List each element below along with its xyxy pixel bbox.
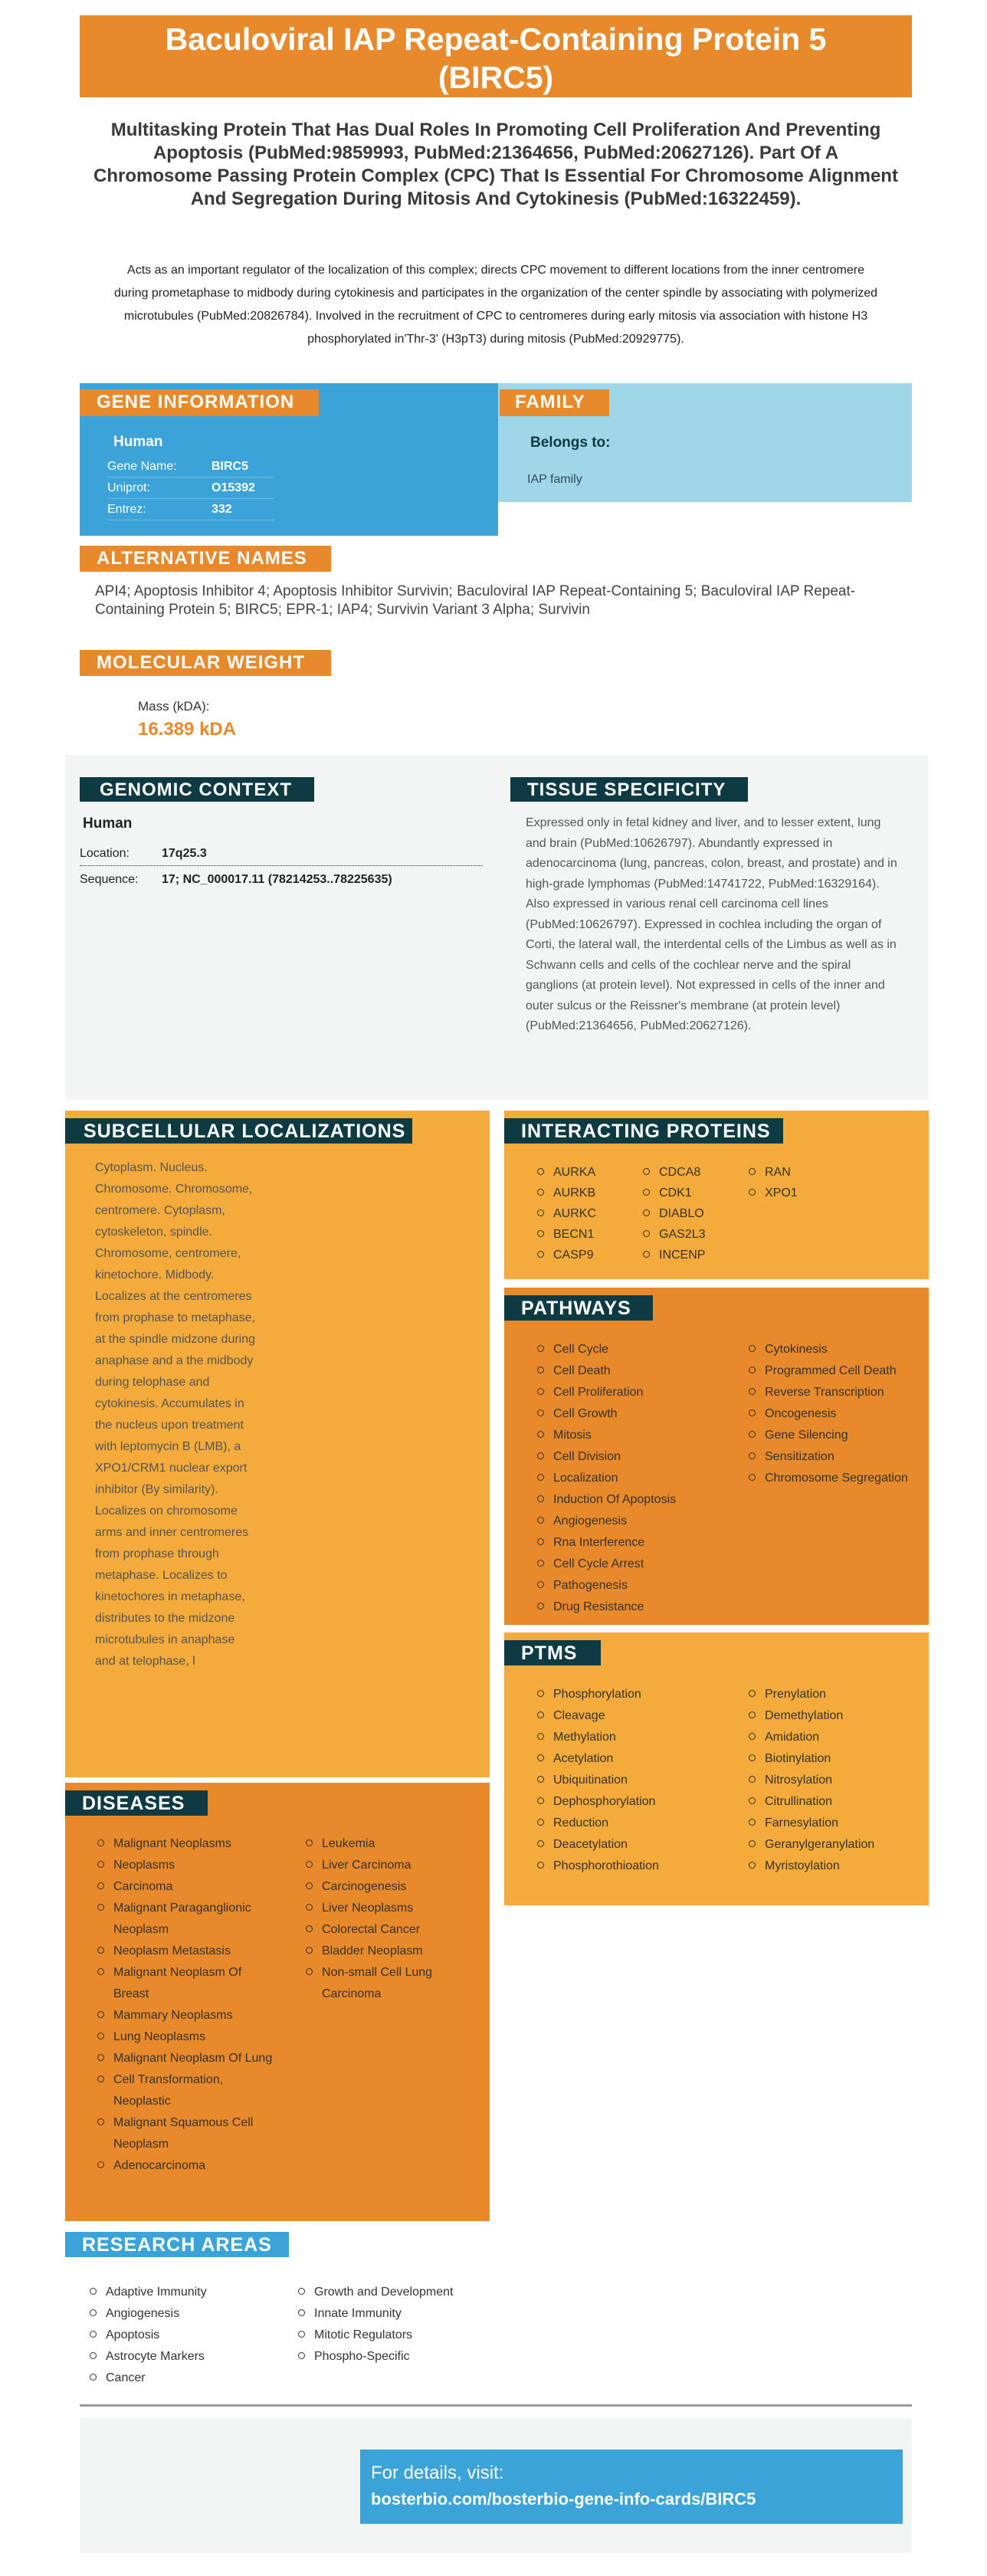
disease-item: Non-small Cell Lung Carcinoma	[303, 1962, 481, 2005]
subcellular-text: Cytoplasm. Nucleus. Chromosome. Chromosome, centromere. Cytoplasm, cytoskeleton, spindle. Chromosome, centromere, kinetochore. Midbody. Localizes at the centromeres from prophase to metaphase, at the spindle midzone during anaphase and a the midbody during telophase and cytokinesis. Accumulates in the nucleus upon treatment with leptomycin B (LMB), a XPO1/CRM1 nuclear export inhibitor (By similarity). Localizes on chromosome arms and inner centromeres from prophase through metaphase. Localizes to kinetochores in metaphase, distributes to the midzone microtubules in anaphase and at telophase, l	[95, 1161, 256, 1668]
entrez-value: 332	[212, 502, 232, 516]
alt-names-heading: ALTERNATIVE NAMES	[80, 546, 331, 572]
disease-item: Bladder Neoplasm	[303, 1941, 481, 1962]
uniprot-label: Uniprot:	[107, 481, 151, 494]
pathway-item: Cell Cycle Arrest	[535, 1554, 742, 1575]
disease-item: Neoplasm Metastasis	[95, 1941, 273, 1962]
disease-item: Malignant Neoplasm Of Breast	[95, 1962, 273, 2005]
interacting-list-col2	[641, 1162, 748, 1265]
genomic-species: Human	[83, 815, 133, 832]
tissue-text: Expressed only in fetal kidney and liver, and to lesser extent, lung and brain (PubMed:10626797). Abundantly expressed in adenocarcinoma (lung, pancreas, colon, breast, and prostate) and in high-grade lymphomas (PubMed:14741722, PubMed:16329164). Also expressed in various renal cell carcinoma cell lines (PubMed:10626797). Expressed in cochlea including the organ of Corti, the lateral wall, the interdental cells of the Limbus as well as in Schwann cells and cells of the cochlear nerve and the spiral ganglions (at protein level). Not expressed in cells of the inner and outer sulcus or the Reissner's membrane (at protein level) (PubMed:21364656, PubMed:20627126).	[526, 816, 897, 1032]
ptm-item: Amidation	[746, 1727, 923, 1748]
ptm-item: Ubiquitination	[535, 1770, 742, 1791]
ptm-item: Phosphorothioation	[535, 1856, 742, 1877]
research-list-col1	[87, 2282, 294, 2389]
ptm-item: Dephosphorylation	[535, 1791, 742, 1813]
gene-info-row	[107, 456, 274, 477]
research-heading: RESEARCH AREAS	[65, 2232, 289, 2257]
disease-item: Malignant Neoplasm Of Lung	[95, 2048, 273, 2069]
pathway-item: Cell Growth	[535, 1403, 742, 1425]
entrez-label: Entrez:	[107, 502, 146, 516]
ptm-item: Cleavage	[535, 1705, 742, 1727]
pathway-item: Programmed Cell Death	[746, 1360, 923, 1382]
pathway-item: Drug Resistance	[535, 1596, 742, 1618]
interacting-protein-item: AURKC	[535, 1203, 642, 1224]
pathway-item: Localization	[535, 1468, 742, 1489]
location-label: Location:	[80, 847, 130, 860]
gene-name-value: BIRC5	[212, 459, 249, 473]
diseases-list-col2	[303, 1833, 481, 2005]
disease-item: Liver Neoplasms	[303, 1898, 481, 1919]
details-line1: For details, visit:	[371, 2463, 504, 2483]
ptm-item: Myristoylation	[746, 1856, 923, 1877]
location-value: 17q25.3	[162, 847, 207, 860]
pathway-item: Cell Cycle	[535, 1339, 742, 1360]
gene-info-row	[107, 477, 274, 499]
pathway-item: Cell Division	[535, 1446, 742, 1468]
interacting-protein-item: AURKA	[535, 1162, 642, 1183]
page-title: Baculoviral IAP Repeat-Containing Protein 5 (BIRC5)	[165, 21, 827, 95]
gene-info-row	[107, 499, 274, 520]
research-area-item: Adaptive Immunity	[87, 2282, 294, 2303]
ptm-item: Prenylation	[746, 1684, 923, 1705]
interacting-protein-item: CDCA8	[641, 1162, 748, 1183]
disease-item: Lung Neoplasms	[95, 2026, 273, 2048]
ptm-item: Methylation	[535, 1727, 742, 1748]
pathway-item: Sensitization	[746, 1446, 923, 1468]
disease-item: Malignant Squamous Cell Neoplasm	[95, 2112, 273, 2155]
interacting-list-col1	[535, 1162, 642, 1265]
disease-item: Colorectal Cancer	[303, 1919, 481, 1941]
pathway-item: Mitosis	[535, 1425, 742, 1446]
interacting-protein-item: CDK1	[641, 1183, 748, 1203]
interacting-protein-item: AURKB	[535, 1183, 642, 1203]
research-area-item: Apoptosis	[87, 2325, 294, 2346]
pathway-item: Chromosome Segregation	[746, 1468, 923, 1489]
ptm-item: Geranylgeranylation	[746, 1834, 923, 1856]
ptm-item: Deacetylation	[535, 1834, 742, 1856]
disease-item: Carcinoma	[95, 1876, 273, 1898]
gene-info-heading: GENE INFORMATION	[80, 389, 319, 416]
family-belongs-label: Belongs to:	[530, 435, 611, 451]
sequence-value: 17; NC_000017.11 (78214253..78225635)	[162, 873, 392, 886]
diseases-heading: DISEASES	[65, 1790, 208, 1816]
mol-weight-heading: MOLECULAR WEIGHT	[80, 650, 331, 676]
gene-info-table	[107, 456, 274, 520]
mass-value: 16.389 kDA	[138, 719, 237, 740]
gene-info-species: Human	[113, 434, 163, 450]
details-link-box[interactable]	[360, 2450, 903, 2524]
ptm-item: Demethylation	[746, 1705, 923, 1727]
research-area-item: Astrocyte Markers	[87, 2346, 294, 2368]
interacting-protein-item: XPO1	[746, 1183, 854, 1203]
interacting-protein-item: BECN1	[535, 1224, 642, 1245]
research-area-item: Phospho-Specific	[296, 2346, 503, 2368]
mass-label: Mass (kDA):	[138, 699, 210, 714]
interacting-list-col3	[746, 1162, 854, 1203]
disease-item: Cell Transformation, Neoplastic	[95, 2069, 273, 2112]
interacting-protein-item: DIABLO	[641, 1203, 748, 1224]
ptm-item: Biotinylation	[746, 1748, 923, 1770]
ptm-item: Citrullination	[746, 1791, 923, 1813]
genomic-location-row	[80, 842, 483, 866]
disease-item: Adenocarcinoma	[95, 2155, 273, 2177]
research-area-item: Innate Immunity	[296, 2303, 503, 2325]
genomic-sequence-row	[80, 868, 483, 891]
disease-item: Malignant Neoplasms	[95, 1833, 273, 1855]
alt-names-text: API4; Apoptosis Inhibitor 4; Apoptosis Inhibitor Survivin; Baculoviral IAP Repeat-Containing 5; Baculoviral IAP Repeat-Containing Protein 5; BIRC5; EPR-1; IAP4; Survivin Variant 3 Alpha; Survivin	[95, 583, 856, 618]
ptm-item: Nitrosylation	[746, 1770, 923, 1791]
footer-divider	[80, 2404, 912, 2407]
ptm-item: Reduction	[535, 1813, 742, 1834]
interacting-protein-item: GAS2L3	[641, 1224, 748, 1245]
research-area-item: Cancer	[87, 2368, 294, 2389]
disease-item: Leukemia	[303, 1833, 481, 1855]
subcellular-heading: SUBCELLULAR LOCALIZATIONS	[65, 1118, 412, 1144]
interacting-heading: INTERACTING PROTEINS	[504, 1118, 783, 1144]
description: Acts as an important regulator of the localization of this complex; directs CPC movement to different locations from the inner centromere during prometaphase to midbody during cytokinesis and participates in the organization of the center spindle by associating with polymerized microtubules (PubMed:20826784). Involved in the recruitment of CPC to centromeres during early mitosis via association with histone H3 phosphorylated in'Thr-3' (H3pT3) during mitosis (PubMed:20929775).	[113, 264, 878, 346]
ptms-heading: PTMS	[504, 1640, 601, 1665]
pathway-item: Oncogenesis	[746, 1403, 923, 1425]
pathway-item: Cell Proliferation	[535, 1382, 742, 1403]
pathway-item: Cell Death	[535, 1360, 742, 1382]
pathway-item: Pathogenesis	[535, 1575, 742, 1596]
research-area-item: Angiogenesis	[87, 2303, 294, 2325]
pathways-list-col2	[746, 1339, 923, 1489]
interacting-protein-item: INCENP	[641, 1245, 748, 1265]
disease-item: Malignant Paraganglionic Neoplasm	[95, 1898, 273, 1941]
tissue-heading: TISSUE SPECIFICITY	[510, 777, 748, 802]
pathways-heading: PATHWAYS	[504, 1295, 653, 1321]
ptms-list-col1	[535, 1684, 742, 1877]
gene-name-label: Gene Name:	[107, 459, 177, 473]
pathway-item: Angiogenesis	[535, 1511, 742, 1532]
disease-item: Carcinogenesis	[303, 1876, 481, 1898]
research-area-item: Growth and Development	[296, 2282, 503, 2303]
pathway-item: Cytokinesis	[746, 1339, 923, 1360]
subtitle: Multitasking Protein That Has Dual Roles In Promoting Cell Proliferation And Preventing Apoptosis (PubMed:9859993, PubMed:21364656, PubMed:20627126). Part Of A Chromosome Passing Protein Complex (CPC) That Is Essential For Chromosome Alignment And Segregation During Mitosis And Cytokinesis (PubMed:16322459).	[93, 120, 898, 209]
research-list-col2	[296, 2282, 503, 2368]
pathway-item: Reverse Transcription	[746, 1382, 923, 1403]
ptm-item: Acetylation	[535, 1748, 742, 1770]
diseases-list-col1	[95, 1833, 273, 2177]
pathway-item: Gene Silencing	[746, 1425, 923, 1446]
ptms-list-col2	[746, 1684, 923, 1877]
ptm-item: Farnesylation	[746, 1813, 923, 1834]
genomic-heading: GENOMIC CONTEXT	[80, 777, 314, 802]
pathways-list-col1	[535, 1339, 742, 1618]
research-area-item: Mitotic Regulators	[296, 2325, 503, 2346]
details-url: bosterbio.com/bosterbio-gene-info-cards/BIRC5	[371, 2489, 756, 2509]
interacting-protein-item: RAN	[746, 1162, 854, 1183]
interacting-protein-item: CASP9	[535, 1245, 642, 1265]
sequence-label: Sequence:	[80, 873, 139, 886]
family-heading: FAMILY	[500, 389, 609, 416]
disease-item: Mammary Neoplasms	[95, 2005, 273, 2026]
disease-item: Neoplasms	[95, 1855, 273, 1876]
ptm-item: Phosphorylation	[535, 1684, 742, 1705]
pathway-item: Rna Interference	[535, 1532, 742, 1554]
uniprot-value: O15392	[212, 481, 255, 494]
disease-item: Liver Carcinoma	[303, 1855, 481, 1876]
pathway-item: Induction Of Apoptosis	[535, 1489, 742, 1511]
family-value: IAP family	[527, 473, 582, 486]
